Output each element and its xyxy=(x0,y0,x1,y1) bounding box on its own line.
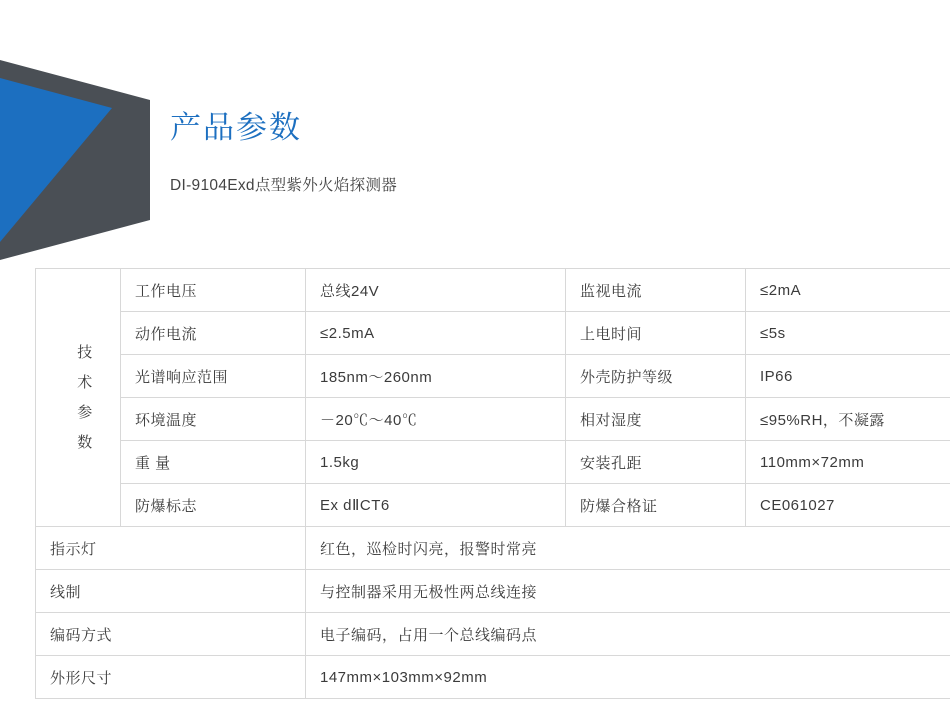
spec-label: 上电时间 xyxy=(566,312,746,355)
spec-value: 110mm×72mm xyxy=(746,441,950,484)
table-row xyxy=(36,312,950,355)
category-char: 技 xyxy=(77,343,93,361)
category-char: 数 xyxy=(77,433,93,451)
spec-label: 防爆合格证 xyxy=(566,484,746,527)
spec-value: －20℃～40℃ xyxy=(306,398,566,441)
table-row xyxy=(36,355,950,398)
header-banner xyxy=(0,60,950,260)
product-model-subtitle: DI-9104Exd点型紫外火焰探测器 xyxy=(170,177,398,194)
spec-label: 相对湿度 xyxy=(566,398,746,441)
table-row xyxy=(36,484,950,527)
spec-value: 电子编码，占用一个总线编码点 xyxy=(306,613,950,656)
spec-label: 外壳防护等级 xyxy=(566,355,746,398)
spec-label: 工作电压 xyxy=(121,269,306,312)
spec-table-container xyxy=(35,268,915,699)
category-char: 术 xyxy=(77,373,93,391)
table-row xyxy=(36,570,950,613)
banner-decoration-icon xyxy=(0,60,150,260)
table-row xyxy=(36,613,950,656)
header-text-block xyxy=(170,108,870,196)
spec-label: 外形尺寸 xyxy=(36,656,306,699)
spec-label: 编码方式 xyxy=(36,613,306,656)
spec-label: 安装孔距 xyxy=(566,441,746,484)
spec-value: 总线24V xyxy=(306,269,566,312)
spec-table xyxy=(35,268,950,699)
spec-value: ≤95%RH，不凝露 xyxy=(746,398,950,441)
spec-label: 动作电流 xyxy=(121,312,306,355)
spec-label: 监视电流 xyxy=(566,269,746,312)
spec-value: CE061027 xyxy=(746,484,950,527)
spec-value: IP66 xyxy=(746,355,950,398)
category-char: 参 xyxy=(77,403,93,421)
spec-value: ≤2.5mA xyxy=(306,312,566,355)
spec-value: 红色，巡检时闪亮，报警时常亮 xyxy=(306,527,950,570)
spec-value: Ex dⅡCT6 xyxy=(306,484,566,527)
spec-label: 环境温度 xyxy=(121,398,306,441)
page-title: 产品参数 xyxy=(170,110,302,145)
table-row xyxy=(36,269,950,312)
table-row xyxy=(36,656,950,699)
spec-value: 1.5kg xyxy=(306,441,566,484)
spec-value: 与控制器采用无极性两总线连接 xyxy=(306,570,950,613)
spec-label: 防爆标志 xyxy=(121,484,306,527)
spec-label: 重 量 xyxy=(121,441,306,484)
table-row xyxy=(36,441,950,484)
spec-value: 185nm～260nm xyxy=(306,355,566,398)
spec-value: 147mm×103mm×92mm xyxy=(306,656,950,699)
spec-label: 光谱响应范围 xyxy=(121,355,306,398)
spec-label: 指示灯 xyxy=(36,527,306,570)
spec-value: ≤2mA xyxy=(746,269,950,312)
spec-label: 线制 xyxy=(36,570,306,613)
table-row xyxy=(36,527,950,570)
spec-value: ≤5s xyxy=(746,312,950,355)
table-row xyxy=(36,398,950,441)
category-cell xyxy=(36,269,121,527)
